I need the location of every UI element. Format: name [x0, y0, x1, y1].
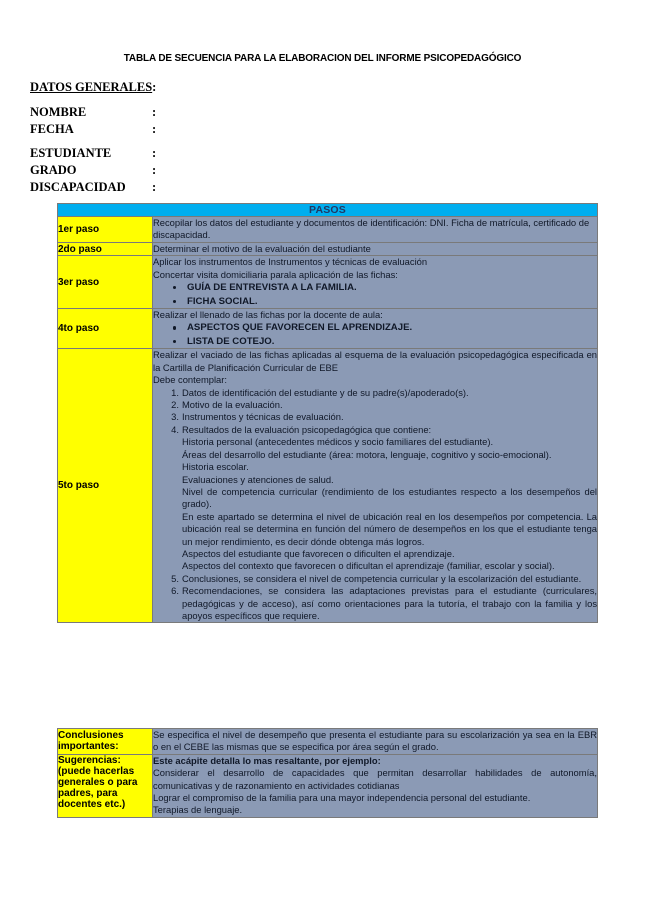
table-row-paso2 [58, 242, 598, 255]
step-label-paso1: 1er paso [58, 217, 153, 243]
paso5-numbered-list [153, 387, 597, 623]
paso2-text: Determinar el motivo de la evaluación del estudiante [153, 242, 371, 254]
paso5-sub-item: Áreas del desarrollo del estudiante (área: motora, lenguaje, cognitivo y socio-emocional). [182, 448, 552, 460]
step-content-paso3 [153, 256, 598, 309]
field-row-fecha [30, 121, 330, 138]
step-label-paso3: 3er paso [58, 256, 153, 309]
sugerencias-label: Sugerencias: (puede hacerlas generales o para padres, para docentes etc.) [58, 754, 153, 817]
field-colon-nombre: : [152, 105, 157, 119]
conclusiones-content [153, 729, 598, 755]
field-label-discapacidad: DISCAPACIDAD [30, 180, 126, 194]
paso3-bullet-list [153, 281, 597, 308]
table-row-conclusiones [58, 729, 598, 755]
datos-generales-heading-text: DATOS GENERALES [30, 80, 153, 94]
field-row-discapacidad [30, 179, 330, 196]
field-row-nombre [30, 104, 330, 121]
sugerencias-line: Considerar el desarrollo de capacidades que permitan desarrollar habilidades de autonomía, comunicativas y de razonamiento en actividades cotidianas [153, 767, 597, 791]
step-content-paso5 [153, 349, 598, 623]
paso5-item-3: Instrumentos y técnicas de evaluación. [182, 411, 344, 423]
paso5-sub-item: Evaluaciones y atenciones de salud. [182, 473, 334, 485]
paso5-item-1: Datos de identificación del estudiante y de su padre(s)/apoderado(s). [182, 386, 469, 398]
pasos-table [57, 203, 598, 623]
paso3-bullet-item: FICHA SOCIAL. [187, 295, 597, 309]
datos-generales-heading [30, 80, 330, 95]
step-content-paso1 [153, 217, 598, 243]
paso5-intro2: Debe contemplar: [153, 374, 227, 386]
paso3-line1: Aplicar los instrumentos de Instrumentos y técnicas de evaluación [153, 256, 428, 268]
step-content-paso4 [153, 309, 598, 349]
field-label-fecha: FECHA [30, 122, 74, 136]
table-row-sugerencias [58, 754, 598, 817]
field-label-grado: GRADO [30, 163, 77, 177]
paso4-line1: Realizar el llenado de las fichas por la docente de aula: [153, 309, 383, 321]
field-label-estudiante: ESTUDIANTE [30, 146, 112, 160]
field-label-nombre: NOMBRE [30, 105, 87, 119]
sugerencias-content [153, 754, 598, 817]
paso5-item-4-subitems [182, 436, 597, 572]
conclusiones-label: Conclusiones importantes: [58, 729, 153, 755]
field-value-grado[interactable] [166, 162, 330, 179]
step-content-paso2 [153, 242, 598, 255]
paso5-sub-item: Historia escolar. [182, 461, 249, 473]
sugerencias-line: Lograr el compromiso de la familia para una mayor independencia personal del estudiante. [153, 792, 531, 804]
field-value-nombre[interactable] [166, 104, 330, 121]
step-label-paso2: 2do paso [58, 242, 153, 255]
sugerencias-bold-line: Este acápite detalla lo mas resaltante, por ejemplo: [153, 754, 381, 766]
datos-generales-section [30, 80, 330, 196]
field-row-estudiante [30, 145, 330, 162]
paso4-bullet-item: ASPECTOS QUE FAVORECEN EL APRENDIZAJE. [187, 321, 597, 335]
paso5-item-6: Recomendaciones, se considera las adaptaciones previstas para el estudiante (curriculares, pedagógicas y de acceso), así como orientaciones para la tutoría, el trabajo con la familia y los apoyos específicos que requiere. [182, 585, 598, 621]
datos-generales-heading-colon: : [152, 80, 157, 94]
paso3-line2: Concertar visita domiciliaria parala aplicación de las fichas: [153, 268, 398, 280]
table-row-paso1 [58, 217, 598, 243]
paso5-sub-item: En este apartado se determina el nivel de ubicación real en los desempeños por competencia. La ubicación real se determina en función del número de desempeños en los que el estudiante tenga un mejor rendimiento, es decir dónde obtenga más logros. [182, 510, 598, 547]
paso5-item-4-text: Resultados de la evaluación psicopedagógica que contiene: [182, 423, 432, 435]
table-row-paso5 [58, 349, 598, 623]
field-colon-estudiante: : [152, 146, 157, 160]
paso5-item-2: Motivo de la evaluación. [182, 399, 283, 411]
paso5-item-4 [182, 424, 597, 573]
field-value-fecha[interactable] [166, 121, 330, 138]
field-value-estudiante[interactable] [166, 145, 330, 162]
field-colon-fecha: : [152, 122, 157, 136]
paso5-intro1: Realizar el vaciado de las fichas aplicadas al esquema de la evaluación psicopedagógica especificada en la Cartilla de Planificación Curricular de EBE [153, 349, 598, 373]
table-row-paso3 [58, 256, 598, 309]
page-title: TABLA DE SECUENCIA PARA LA ELABORACION DEL INFORME PSICOPEDAGÓGICO [123, 52, 522, 64]
sugerencias-line: Terapias de lenguaje. [153, 804, 243, 816]
conclusiones-sugerencias-table [57, 728, 598, 818]
field-colon-grado: : [152, 163, 157, 177]
paso5-sub-item: Aspectos del contexto que favorecen o dificultan el aprendizaje (familiar, escolar y social). [182, 560, 555, 572]
paso4-bullet-list [153, 321, 597, 348]
paso5-sub-item: Historia personal (antecedentes médicos y socio familiares del estudiante). [182, 436, 494, 448]
paso5-sub-item: Nivel de competencia curricular (rendimiento de los estudiantes respecto a los desempeños del grado). [182, 485, 598, 510]
table-header-row [58, 204, 598, 217]
field-colon-discapacidad: : [152, 180, 157, 194]
pasos-header-cell: PASOS [58, 204, 598, 217]
paso4-bullet-item: LISTA DE COTEJO. [187, 335, 597, 349]
step-label-paso4: 4to paso [58, 309, 153, 349]
step-label-paso5: 5to paso [58, 349, 153, 623]
paso5-sub-item: Aspectos del estudiante que favorecen o dificulten el aprendizaje. [182, 547, 455, 559]
table-row-paso4 [58, 309, 598, 349]
paso5-item-5: Conclusiones, se considera el nivel de competencia curricular y la escolarización del estudiante. [182, 572, 582, 584]
field-value-discapacidad[interactable] [166, 179, 330, 196]
paso3-bullet-item: GUÍA DE ENTREVISTA A LA FAMILIA. [187, 281, 597, 295]
paso1-text: Recopilar los datos del estudiante y documentos de identificación: DNI. Ficha de matrícula, certificado de discapacidad. [153, 217, 590, 241]
conclusiones-text: Se especifica el nivel de desempeño que presenta el estudiante para su escolarización ya sea en la EBR o en el CEBE las mismas que se especifica por área según el grado. [153, 729, 597, 753]
field-row-grado [30, 162, 330, 179]
